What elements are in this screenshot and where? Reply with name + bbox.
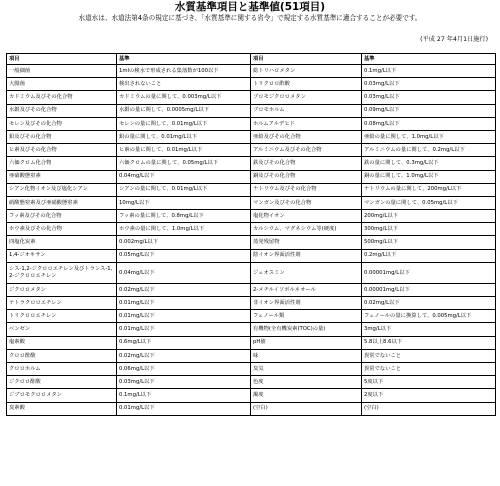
cell-standard-right: 2度以下: [362, 389, 496, 402]
table-row: [7, 183, 496, 196]
cell-item-left: クロロホルム: [7, 362, 117, 375]
table-row: [7, 223, 496, 236]
cell-item-right: ナトリウム及びその化合物: [251, 183, 362, 196]
cell-standard-left: 0.05mg/L以下: [117, 249, 251, 262]
table-row: [7, 349, 496, 362]
cell-standard-right: 200mg/L以下: [362, 210, 496, 223]
cell-item-left: 鉛及びその化合物: [7, 130, 117, 143]
cell-item-right: 色度: [251, 376, 362, 389]
cell-item-right: 味: [251, 349, 362, 362]
table-row: [7, 210, 496, 223]
cell-standard-right: 5.8以上8.6以下: [362, 336, 496, 349]
table-header-row: [7, 54, 496, 65]
cell-standard-right: (空白): [362, 402, 496, 415]
cell-standard-left: 0.06mg/L以下: [117, 362, 251, 375]
cell-item-left: セレン及びその化合物: [7, 117, 117, 130]
table-row: [7, 336, 496, 349]
cell-standard-left: 0.02mg/L以下: [117, 283, 251, 296]
cell-standard-right: 異常でないこと: [362, 362, 496, 375]
cell-standard-right: 亜鉛の量に関して、1.0mg/L以下: [362, 130, 496, 143]
cell-item-left: シス-1,2-ジクロロエチレン及びトランス-1,2-ジクロロエチレン: [7, 262, 117, 283]
cell-item-left: クロロ酢酸: [7, 349, 117, 362]
cell-item-left: 亜硝酸態窒素: [7, 170, 117, 183]
cell-standard-right: フェノールの量に換算して、0.005mg/L以下: [362, 310, 496, 323]
cell-item-right: (空白): [251, 402, 362, 415]
water-quality-table: [6, 53, 496, 416]
cell-item-right: 非イオン界面活性剤: [251, 297, 362, 310]
cell-item-right: ホルムアルデヒド: [251, 117, 362, 130]
table-row: [7, 283, 496, 296]
cell-standard-right: ナトリウムの量に関して、200mg/L以下: [362, 183, 496, 196]
table-row: [7, 117, 496, 130]
cell-item-left: シアン化物イオン及び塩化シアン: [7, 183, 117, 196]
cell-item-right: マンガン及びその化合物: [251, 196, 362, 209]
cell-standard-left: 0.03mg/L以下: [117, 376, 251, 389]
header-standard-right: 基準: [362, 54, 496, 65]
cell-standard-right: 5度以下: [362, 376, 496, 389]
table-row: [7, 297, 496, 310]
cell-item-left: 大腸菌: [7, 78, 117, 91]
table-row: [7, 262, 496, 283]
cell-item-right: アルミニウム及びその化合物: [251, 144, 362, 157]
cell-item-left: ヒ素及びその化合物: [7, 144, 117, 157]
cell-standard-left: 0.02mg/L以下: [117, 349, 251, 362]
table-row: [7, 310, 496, 323]
cell-item-right: トリクロロ酢酸: [251, 78, 362, 91]
table-row: [7, 170, 496, 183]
table-row: [7, 236, 496, 249]
cell-item-left: ベンゼン: [7, 323, 117, 336]
cell-standard-left: 鉛の量に関して、0.01mg/L以下: [117, 130, 251, 143]
cell-standard-left: 0.002mg/L以下: [117, 236, 251, 249]
cell-item-right: 銅及びその化合物: [251, 170, 362, 183]
table-row: [7, 144, 496, 157]
cell-standard-right: 500mg/L以下: [362, 236, 496, 249]
cell-item-left: 四塩化炭素: [7, 236, 117, 249]
cell-item-right: 塩化物イオン: [251, 210, 362, 223]
table-row: [7, 91, 496, 104]
cell-item-left: テトラクロロエチレン: [7, 297, 117, 310]
cell-standard-left: 0.1mg/L以下: [117, 389, 251, 402]
cell-standard-left: 検出されないこと: [117, 78, 251, 91]
cell-standard-left: 六価クロムの量に関して、0.05mg/L以下: [117, 157, 251, 170]
table-row: [7, 78, 496, 91]
cell-standard-right: 銅の量に関して、1.0mg/L以下: [362, 170, 496, 183]
cell-standard-left: カドミウムの量に関して、0.003mg/L以下: [117, 91, 251, 104]
cell-standard-left: 10mg/L以下: [117, 196, 251, 209]
cell-standard-left: 0.01mg/L以下: [117, 402, 251, 415]
cell-item-left: 水銀及びその化合物: [7, 104, 117, 117]
table-row: [7, 196, 496, 209]
cell-item-right: ブロモジクロロメタン: [251, 91, 362, 104]
table-body: [7, 65, 496, 416]
cell-standard-left: 0.6mg/L以下: [117, 336, 251, 349]
cell-item-left: 六価クロム化合物: [7, 157, 117, 170]
cell-item-left: 硝酸態窒素及び亜硝酸態窒素: [7, 196, 117, 209]
cell-item-right: pH値: [251, 336, 362, 349]
cell-standard-left: フッ素の量に関して、0.8mg/L以下: [117, 210, 251, 223]
table-row: [7, 249, 496, 262]
cell-standard-right: 0.02mg/L以下: [362, 297, 496, 310]
cell-standard-right: 0.09mg/L以下: [362, 104, 496, 117]
cell-item-right: 亜鉛及びその化合物: [251, 130, 362, 143]
header-item-left: 項目: [7, 54, 117, 65]
cell-item-right: ジェオスミン: [251, 262, 362, 283]
cell-item-right: 2-メチルイソボルネオール: [251, 283, 362, 296]
cell-standard-left: ヒ素の量に関して、0.01mg/L以下: [117, 144, 251, 157]
cell-standard-right: アルミニウムの量に関して、0.2mg/L以下: [362, 144, 496, 157]
cell-item-right: 有機物(全有機炭素(TOC)の量): [251, 323, 362, 336]
cell-item-left: ホウ素及びその化合物: [7, 223, 117, 236]
table-row: [7, 157, 496, 170]
cell-standard-left: 0.01mg/L以下: [117, 310, 251, 323]
description-text: 水道水は、水道法第4条の規定に基づき、「水質基準に関する省令」で規定する水質基準に適合することが必要です。: [78, 14, 422, 22]
cell-item-right: 総トリハロメタン: [251, 65, 362, 78]
table-row: [7, 130, 496, 143]
cell-standard-left: 0.01mg/L以下: [117, 323, 251, 336]
cell-item-left: ジクロロメタン: [7, 283, 117, 296]
table-row: [7, 389, 496, 402]
effective-date: (平成 27 年4月1日施行): [420, 36, 488, 43]
cell-standard-left: 0.01mg/L以下: [117, 297, 251, 310]
cell-item-left: 塩素酸: [7, 336, 117, 349]
cell-item-right: 陰イオン界面活性剤: [251, 249, 362, 262]
table-row: [7, 104, 496, 117]
cell-standard-left: シアンの量に関して、0.01mg/L以下: [117, 183, 251, 196]
cell-standard-right: 300mg/L以下: [362, 223, 496, 236]
table-row: [7, 376, 496, 389]
cell-item-left: 臭素酸: [7, 402, 117, 415]
cell-standard-left: 1mlの検水で形成される集落数が100以下: [117, 65, 251, 78]
cell-item-left: 1,4-ジオキサン: [7, 249, 117, 262]
table-row: [7, 323, 496, 336]
cell-item-right: カルシウム、マグネシウム等(硬度): [251, 223, 362, 236]
cell-item-right: 鉄及びその化合物: [251, 157, 362, 170]
cell-standard-left: 水銀の量に関して、0.0005mg/L以下: [117, 104, 251, 117]
cell-standard-right: 0.00001mg/L以下: [362, 283, 496, 296]
table-row: [7, 65, 496, 78]
cell-standard-right: 0.1mg/L以下: [362, 65, 496, 78]
cell-standard-right: 3mg/L以下: [362, 323, 496, 336]
cell-item-left: トリクロロエチレン: [7, 310, 117, 323]
cell-item-left: 一般細菌: [7, 65, 117, 78]
cell-standard-right: 0.03mg/L以下: [362, 78, 496, 91]
cell-item-left: ジクロロ酢酸: [7, 376, 117, 389]
table-row: [7, 362, 496, 375]
table-row: [7, 402, 496, 415]
header-item-right: 項目: [251, 54, 362, 65]
cell-standard-right: 0.2mg/L以下: [362, 249, 496, 262]
cell-item-right: 蒸発残留物: [251, 236, 362, 249]
cell-item-right: フェノール類: [251, 310, 362, 323]
cell-standard-right: 0.00001mg/L以下: [362, 262, 496, 283]
cell-standard-left: 0.04mg/L以下: [117, 170, 251, 183]
cell-standard-right: 0.08mg/L以下: [362, 117, 496, 130]
header-standard-left: 基準: [117, 54, 251, 65]
cell-standard-left: セレンの量に関して、0.01mg/L以下: [117, 117, 251, 130]
cell-item-left: ジブロモクロロメタン: [7, 389, 117, 402]
cell-item-left: カドミウム及びその化合物: [7, 91, 117, 104]
cell-standard-left: 0.04mg/L以下: [117, 262, 251, 283]
page-title: 水質基準項目と基準値(51項目): [174, 1, 326, 13]
cell-item-right: ブロモホルム: [251, 104, 362, 117]
cell-item-left: フッ素及びその化合物: [7, 210, 117, 223]
cell-standard-left: ホウ素の量に関して、1.0mg/L以下: [117, 223, 251, 236]
cell-standard-right: 鉄の量に関して、0.3mg/L以下: [362, 157, 496, 170]
cell-item-right: 濁度: [251, 389, 362, 402]
cell-item-right: 臭気: [251, 362, 362, 375]
cell-standard-right: 異常でないこと: [362, 349, 496, 362]
cell-standard-right: 0.03mg/L以下: [362, 91, 496, 104]
cell-standard-right: マンガンの量に関して、0.05mg/L以下: [362, 196, 496, 209]
